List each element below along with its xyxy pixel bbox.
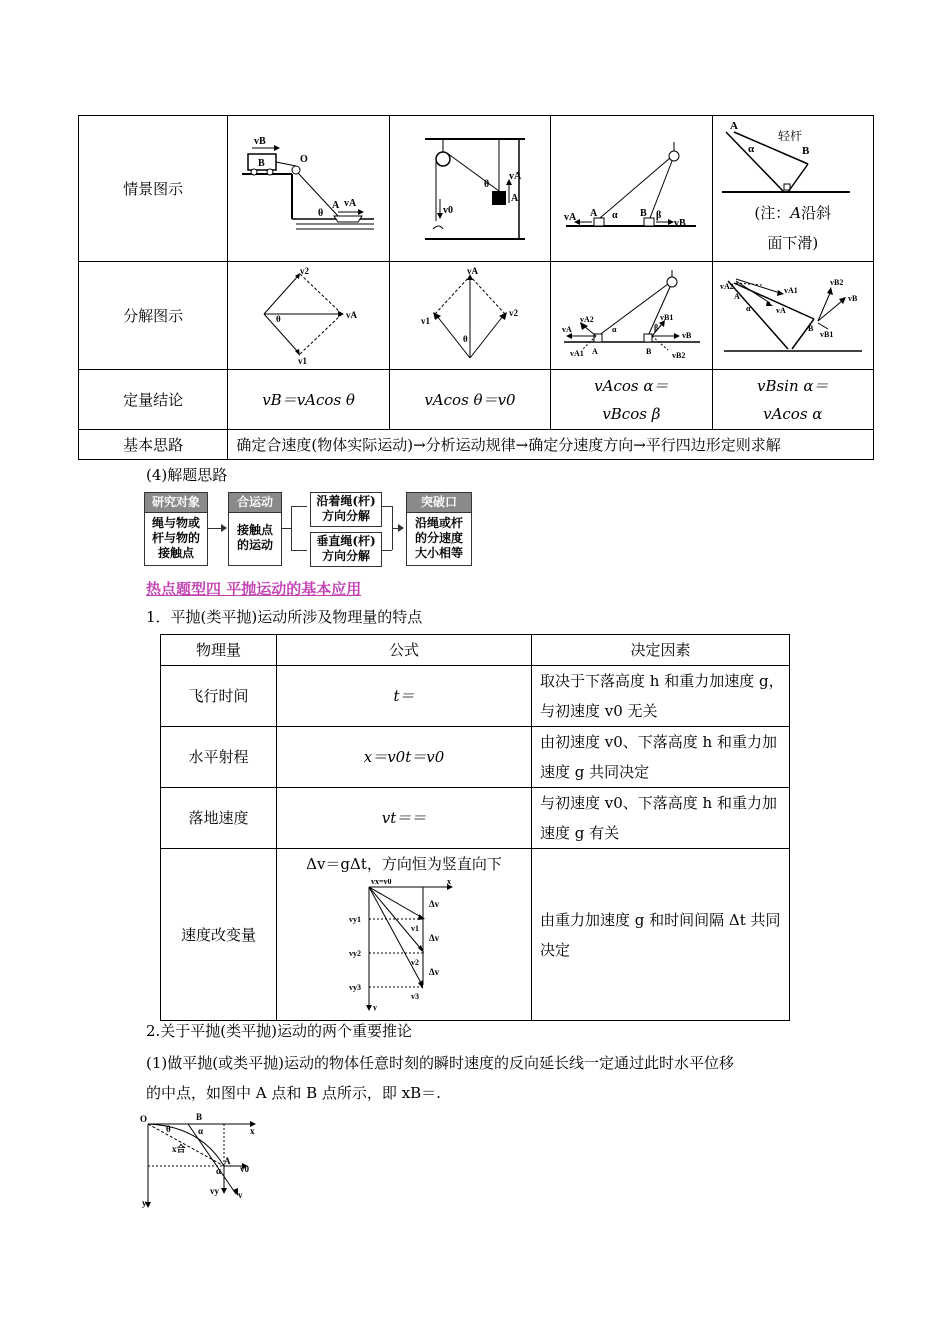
- velocity-decomposition-table: [78, 115, 874, 460]
- label-b: B: [807, 323, 814, 333]
- velocity-change-figure: [349, 879, 459, 1011]
- pulley-block-figure: [395, 129, 545, 249]
- label-alpha: α: [747, 142, 754, 155]
- label-alpha: α: [198, 1126, 204, 1136]
- label-dv: Δv: [429, 933, 440, 943]
- col-header: 决定因素: [532, 635, 790, 666]
- label-v1: v1: [411, 924, 419, 933]
- label-va: vA: [466, 265, 478, 276]
- scene-fig-2: [389, 116, 550, 262]
- scene-fig-3: [551, 116, 712, 262]
- label-v1: v1: [297, 355, 307, 366]
- label-b: B: [257, 157, 265, 169]
- label-dv: Δv: [429, 967, 440, 977]
- label-va: vA: [775, 305, 786, 315]
- label-theta: θ: [462, 333, 468, 344]
- item1: 1．平抛(类平抛)运动所涉及物理量的特点: [146, 608, 423, 626]
- rods-slider-figure: [556, 134, 706, 244]
- vector-rhombus-figure: [254, 266, 364, 366]
- label-rod: 轻杆: [777, 128, 802, 143]
- item2: 2.关于平抛(类平抛)运动的两个重要推论: [146, 1022, 413, 1040]
- label-va: vA: [508, 170, 522, 182]
- decomp-fig-4: [712, 262, 873, 370]
- label-dv: Δv: [429, 899, 440, 909]
- table-cell: 由重力加速度 g 和时间间隔 Δt 共同决定: [532, 849, 790, 1021]
- label-v0: v0: [442, 204, 453, 216]
- flow-box-object: 研究对象 绳与物或 杆与物的 接触点: [144, 492, 208, 566]
- label-vy: vy: [210, 1186, 219, 1196]
- table-cell: 与初速度 v0、下落高度 h 和重力加速度 g 有关: [532, 788, 790, 849]
- label-vy1: vy1: [349, 915, 361, 924]
- label-o: O: [299, 153, 308, 165]
- col-header: 物理量: [161, 635, 277, 666]
- solution-flow-chart: [144, 492, 474, 566]
- label-b: B: [640, 207, 648, 219]
- label-va1: vA1: [570, 348, 585, 358]
- flow-box-perpendicular: 垂直绳(杆) 方向分解: [310, 532, 382, 567]
- label-alpha: α: [612, 209, 618, 221]
- table-cell: [277, 849, 532, 1021]
- label-xh: x合: [172, 1144, 186, 1154]
- decomp-fig-2: [389, 262, 550, 370]
- approach-text: 确定合速度(物体实际运动)→分析运动规律→确定分速度方向→平行四边形定则求解: [228, 430, 874, 460]
- col-header: 公式: [277, 635, 532, 666]
- label-a: A: [729, 119, 738, 132]
- table-cell: x＝v0t＝v0: [277, 727, 532, 788]
- row-label: 定量结论: [79, 370, 228, 430]
- label-a: A: [510, 192, 519, 204]
- rod-wall-decomp-figure: [718, 271, 868, 361]
- label-alpha: α: [745, 303, 751, 313]
- table-cell: 落地速度: [161, 788, 277, 849]
- label-a: A: [224, 1156, 231, 1166]
- label-vb: vB: [682, 330, 692, 340]
- label-x: x: [250, 1126, 255, 1136]
- rod-wall-figure: [718, 120, 868, 200]
- flow-box-key: 突破口 沿绳或杆 的分速度 大小相等: [406, 492, 472, 566]
- scene-note: (注：A沿斜 面下滑): [754, 203, 832, 252]
- label-va: vA: [343, 197, 356, 209]
- conclusion-4: vBsin α＝ vAcos α: [712, 370, 873, 430]
- row-label: 基本思路: [79, 430, 228, 460]
- label-vb: vB: [253, 135, 266, 147]
- flow-box-motion: 合运动 接触点 的运动: [228, 492, 282, 566]
- conclusion-2: vAcos θ＝v0: [389, 370, 550, 430]
- label-vb: vB: [674, 217, 687, 229]
- projectile-quantities-table: [160, 634, 790, 1021]
- item2-1-line2: 的中点，如图中 A 点和 B 点所示，即 xB＝.: [146, 1084, 441, 1102]
- cart-rope-boat-figure: [234, 134, 384, 244]
- table-cell: 水平射程: [161, 727, 277, 788]
- table-cell: vt＝＝: [277, 788, 532, 849]
- label-vx: vx=v0: [371, 879, 392, 886]
- label-va: vA: [562, 324, 573, 334]
- conclusion-3: vAcos α＝ vBcos β: [551, 370, 712, 430]
- label-b: B: [196, 1112, 203, 1122]
- label-vb1: vB1: [819, 329, 834, 339]
- step4-label: (4)解题思路: [146, 466, 228, 484]
- label-va1: vA1: [783, 285, 798, 295]
- label-beta: β: [654, 322, 659, 332]
- label-v2: v2: [411, 958, 419, 967]
- flow-box-along: 沿着绳(杆) 方向分解: [310, 492, 382, 527]
- delta-v-formula: Δv＝gΔt，方向恒为竖直向下: [306, 855, 502, 873]
- label-v2: v2: [299, 265, 309, 276]
- label-vb1: vB1: [660, 312, 674, 322]
- table-cell: 由初速度 v0、下落高度 h 和重力加速度 g 共同决定: [532, 727, 790, 788]
- projectile-inference-figure: [140, 1110, 270, 1210]
- decomp-fig-3: [551, 262, 712, 370]
- conclusion-1: vB＝vAcos θ: [228, 370, 389, 430]
- scene-fig-4: [712, 116, 873, 262]
- label-b: B: [801, 144, 810, 157]
- label-v1: v1: [420, 315, 430, 326]
- label-theta: θ: [166, 1124, 171, 1134]
- label-vy3: vy3: [349, 983, 361, 992]
- label-v3: v3: [411, 992, 419, 1001]
- label-vy2: vy2: [349, 949, 361, 958]
- label-a: A: [331, 199, 339, 211]
- label-v: v: [238, 1190, 243, 1200]
- scene-fig-1: [228, 116, 389, 262]
- label-alpha: α: [216, 1166, 222, 1176]
- table-cell: t＝: [277, 666, 532, 727]
- label-a: A: [590, 207, 598, 219]
- label-b: B: [646, 346, 652, 356]
- decomp-fig-1: [228, 262, 389, 370]
- table-cell: 速度改变量: [161, 849, 277, 1021]
- label-va2: vA2: [719, 281, 734, 291]
- table-cell: 飞行时间: [161, 666, 277, 727]
- section-title: 热点题型四 平抛运动的基本应用: [146, 580, 362, 598]
- item2-1-line1: (1)做平抛(或类平抛)运动的物体任意时刻的瞬时速度的反向延长线一定通过此时水平位移: [146, 1054, 734, 1072]
- row-label: 分解图示: [79, 262, 228, 370]
- label-x: x: [447, 879, 451, 886]
- label-vb: vB: [847, 293, 858, 303]
- row-label: 情景图示: [79, 116, 228, 262]
- label-a: A: [733, 291, 740, 301]
- label-a: A: [592, 346, 599, 356]
- label-v0: v0: [240, 1164, 249, 1174]
- label-y: y: [142, 1198, 147, 1208]
- label-beta: β: [656, 209, 662, 221]
- label-v2: v2: [508, 307, 518, 318]
- label-va: vA: [564, 211, 577, 223]
- label-theta: θ: [275, 313, 281, 324]
- label-o: O: [140, 1114, 148, 1124]
- label-va2: vA2: [580, 314, 595, 324]
- label-alpha: α: [612, 324, 617, 334]
- label-vb2: vB2: [672, 350, 686, 360]
- rods-slider-decomp-figure: [556, 266, 706, 366]
- vector-rhombus-figure: [415, 266, 525, 366]
- label-theta: θ: [483, 178, 490, 190]
- table-cell: 取决于下落高度 h 和重力加速度 g，与初速度 v0 无关: [532, 666, 790, 727]
- label-theta: θ: [317, 207, 323, 219]
- label-y: y: [373, 1003, 377, 1011]
- label-va: vA: [345, 309, 357, 320]
- label-vb2: vB2: [829, 277, 844, 287]
